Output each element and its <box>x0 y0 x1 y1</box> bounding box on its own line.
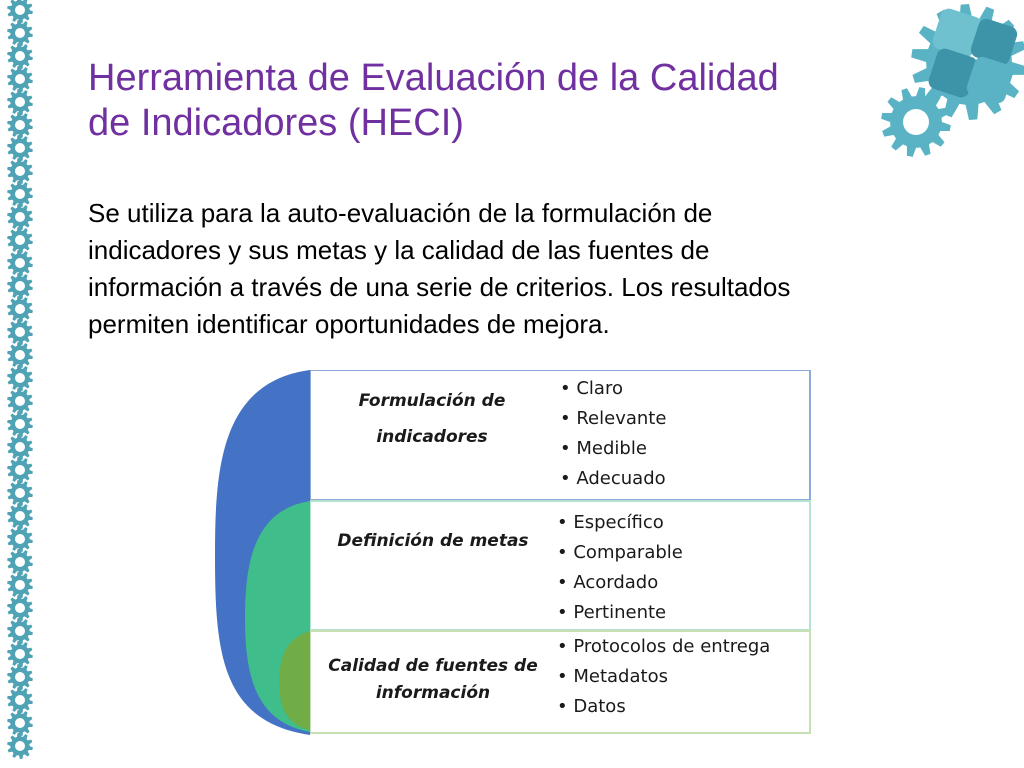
gear-icon <box>7 457 33 483</box>
gear-icon <box>7 89 33 115</box>
bullet-item: • Adecuado <box>560 468 666 489</box>
title-line-2: de Indicadores (HECI) <box>88 102 464 144</box>
gear-icon <box>7 434 33 460</box>
row-title-metas: Definición de metas <box>337 531 529 551</box>
gear-cluster-icon <box>874 0 1024 162</box>
gear-icon <box>7 572 33 598</box>
gear-icon <box>7 411 33 437</box>
gear-icon <box>7 595 33 621</box>
gear-icon <box>7 733 33 759</box>
heci-criteria-diagram <box>215 370 815 738</box>
gear-icon <box>7 181 33 207</box>
bullet-item: • Acordado <box>557 572 659 593</box>
gear-icon <box>7 112 33 138</box>
gear-icon <box>7 618 33 644</box>
row-title-formulacion-2: indicadores <box>376 427 488 447</box>
row-title-fuentes-2: información <box>375 683 491 703</box>
gear-icon <box>881 87 951 157</box>
bullet-item: • Específico <box>557 512 664 533</box>
gear-icon <box>7 664 33 690</box>
gear-icon <box>7 66 33 92</box>
bullet-item: • Relevante <box>560 408 667 429</box>
gear-icon <box>7 503 33 529</box>
bullet-item: • Metadatos <box>557 666 668 687</box>
gear-icon <box>7 296 33 322</box>
gear-icon <box>7 526 33 552</box>
body-line: información a través de una serie de criterios. Los resultados <box>88 272 791 302</box>
gear-border-strip <box>0 0 40 768</box>
gear-icon <box>7 20 33 46</box>
bullet-item: • Pertinente <box>557 602 667 623</box>
gear-icon <box>7 710 33 736</box>
gear-icon <box>7 388 33 414</box>
bullet-item: • Datos <box>557 696 626 717</box>
gear-icon <box>7 319 33 345</box>
body-line: Se utiliza para la auto-evaluación de la formulación de <box>88 198 713 228</box>
bullet-item: • Medible <box>560 438 647 459</box>
bullet-item: • Protocolos de entrega <box>557 636 771 657</box>
gear-icon <box>7 641 33 667</box>
row-title-fuentes-1: Calidad de fuentes de <box>328 656 538 676</box>
title-line-1: Herramienta de Evaluación de la Calidad <box>88 57 779 99</box>
gear-icon <box>7 0 33 23</box>
gear-icon <box>7 135 33 161</box>
gear-icon <box>7 342 33 368</box>
body-line: indicadores y sus metas y la calidad de las fuentes de <box>88 235 710 265</box>
gear-icon <box>7 549 33 575</box>
gear-icon <box>7 204 33 230</box>
gear-icon <box>7 273 33 299</box>
row-title-formulacion-1: Formulación de <box>358 391 506 411</box>
gear-icon <box>7 158 33 184</box>
slide-body <box>88 195 968 343</box>
gear-icon <box>7 480 33 506</box>
gear-icon <box>7 365 33 391</box>
gear-icon <box>7 43 33 69</box>
gear-icon <box>7 687 33 713</box>
body-line: permiten identificar oportunidades de mejora. <box>88 309 610 339</box>
slide-title <box>88 56 878 146</box>
gear-icon <box>7 227 33 253</box>
bullet-item: • Comparable <box>557 542 683 563</box>
bullet-item: • Claro <box>560 378 623 399</box>
gear-icon <box>7 250 33 276</box>
